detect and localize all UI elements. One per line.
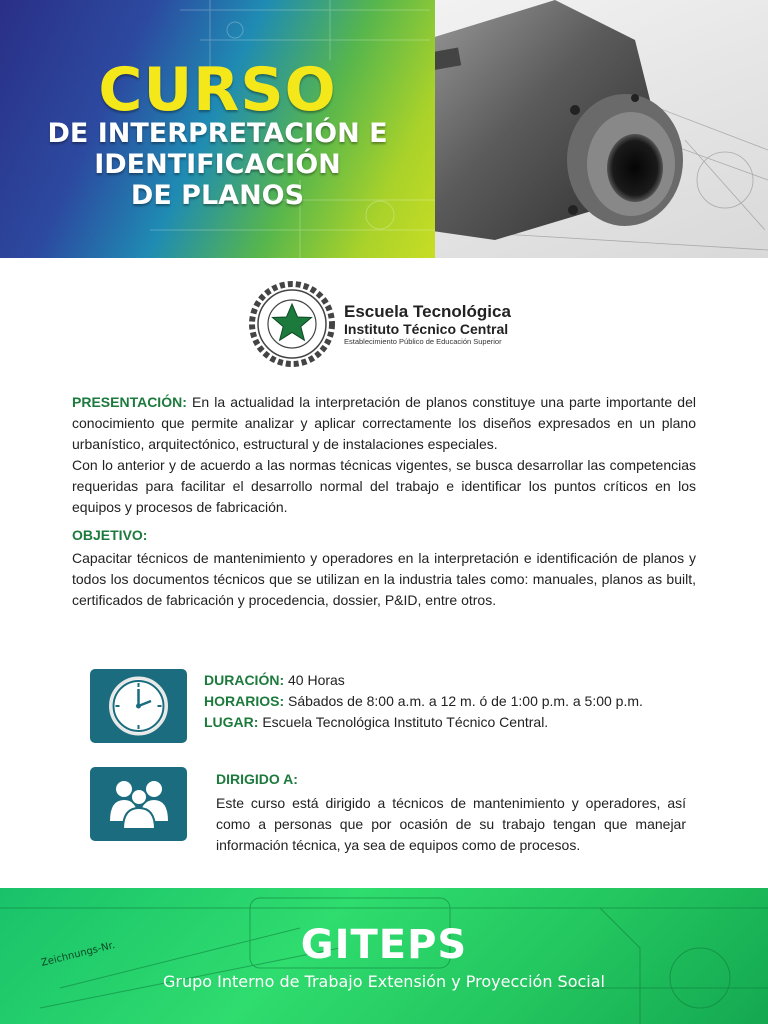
location-value: Escuela Tecnológica Instituto Técnico Central. bbox=[262, 714, 549, 730]
duration-label: DURACIÓN: bbox=[204, 672, 285, 688]
duration-row bbox=[204, 670, 643, 691]
hero-gradient-panel bbox=[0, 0, 435, 258]
presentation-section bbox=[72, 392, 696, 518]
institution-tagline: Establecimiento Público de Educación Superior bbox=[344, 337, 502, 346]
duration-value: 40 Horas bbox=[288, 672, 345, 688]
machine-part-illustration bbox=[435, 0, 768, 258]
presentation-text: En la actualidad la interpretación de planos constituye una parte importante del conocimiento que permite analizar y aplicar correctamente los diseños expresados en un plano urbanístico, arquitectónico, estructural y de instalaciones especiales. bbox=[72, 394, 696, 452]
institution-name: Instituto Técnico Central bbox=[344, 321, 509, 337]
clock-icon bbox=[90, 669, 187, 743]
school-logo bbox=[248, 280, 528, 368]
group-people-icon bbox=[90, 767, 187, 841]
hero-subtitle bbox=[0, 118, 435, 211]
presentation-text-continued: Con lo anterior y de acuerdo a las normas técnicas vigentes, se busca desarrollar las competencias requeridas para facilitar el desarrollo normal del trabajo e identificar los puntos críticos en los equipos y procesos de fabricación. bbox=[72, 457, 696, 515]
presentation-label: PRESENTACIÓN: bbox=[72, 394, 187, 410]
machine-part-photo bbox=[435, 0, 768, 258]
school-name: Escuela Tecnológica bbox=[344, 302, 511, 321]
schedule-row bbox=[204, 691, 643, 712]
location-label: LUGAR: bbox=[204, 714, 259, 730]
schedule-value: Sábados de 8:00 a.m. a 12 m. ó de 1:00 p.m. a 5:00 p.m. bbox=[288, 693, 643, 709]
clock-tile bbox=[90, 669, 187, 743]
course-details bbox=[204, 670, 643, 733]
audience-text: Este curso está dirigido a técnicos de mantenimiento y operadores, así como a personas que por ocasión de su trabajo tengan que manejar información técnica, ya sea de equipos como de procesos. bbox=[216, 795, 686, 853]
hero-title: CURSO bbox=[98, 55, 337, 125]
hero-subtitle-line: IDENTIFICACIÓN bbox=[94, 149, 341, 180]
schedule-label: HORARIOS: bbox=[204, 693, 285, 709]
gear-star-seal-icon bbox=[248, 280, 336, 368]
objective-text: Capacitar técnicos de mantenimiento y operadores en la interpretación e identificación de planos y todos los documentos técnicos que se utilizan en la industria tales como: manuales, planos as built, certificados de fabricación y procedencia, dossier, P&ID, entre otros. bbox=[72, 550, 696, 608]
hero-subtitle-line: DE PLANOS bbox=[130, 180, 305, 211]
audience-label: DIRIGIDO A: bbox=[216, 771, 298, 787]
footer-title: GITEPS bbox=[300, 922, 468, 968]
footer-subtitle: Grupo Interno de Trabajo Extensión y Proyección Social bbox=[163, 972, 605, 991]
hero-subtitle-line: DE INTERPRETACIÓN E bbox=[47, 118, 388, 149]
drawing-number-label: Zeichnungs-Nr. bbox=[40, 939, 117, 969]
location-row bbox=[204, 712, 643, 733]
audience-tile bbox=[90, 767, 187, 841]
objective-label: OBJETIVO: bbox=[72, 527, 148, 543]
hero-banner bbox=[0, 0, 768, 258]
